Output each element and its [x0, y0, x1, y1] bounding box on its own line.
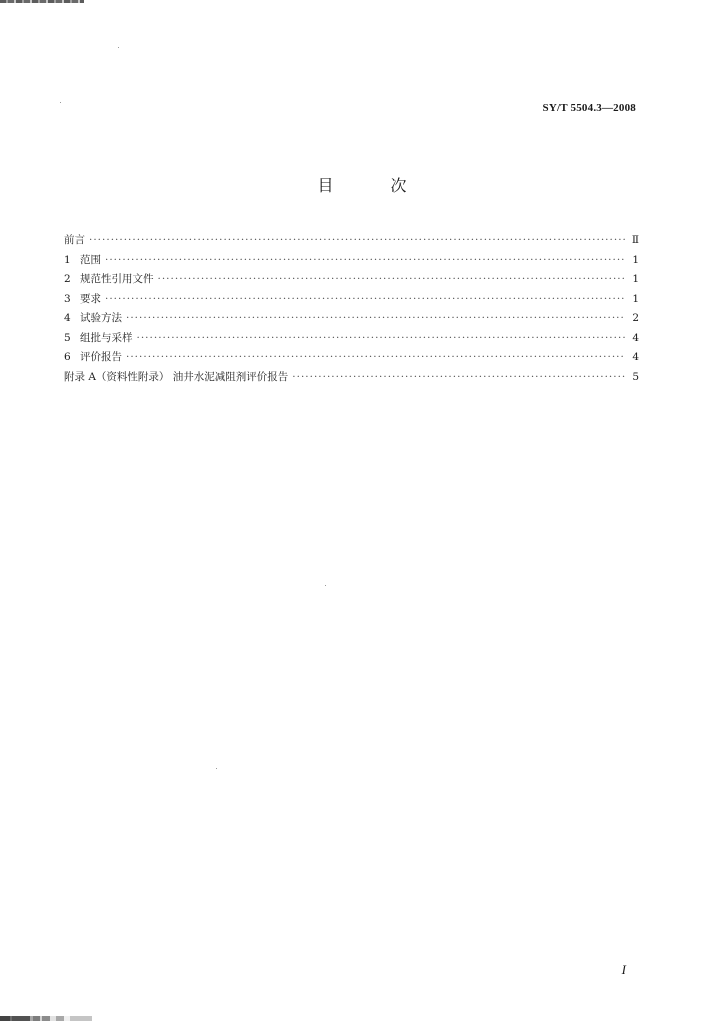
toc-entry-number: 3 [64, 292, 71, 305]
toc-entry-title: 前言 [64, 234, 85, 246]
dot-leader [126, 348, 625, 368]
dot-leader [105, 290, 625, 310]
scan-artifact-top [0, 0, 84, 3]
toc-entry-title: 规范性引用文件 [80, 273, 154, 285]
dot-leader [292, 368, 625, 388]
scan-speck [325, 585, 326, 586]
scan-speck [118, 47, 119, 48]
dot-leader [105, 251, 625, 271]
toc-entry-title: 试验方法 [80, 312, 122, 324]
document-code: SY/T 5504.3—2008 [542, 102, 636, 114]
toc-entry-title: 组批与采样 [80, 331, 133, 344]
toc-entry-page: 1 [632, 273, 639, 285]
toc-entry-page: 4 [632, 351, 639, 363]
dot-leader [137, 329, 626, 349]
toc-title: 目 次 [317, 176, 433, 195]
toc-entry[interactable] [64, 309, 639, 329]
toc-entry-page: 1 [632, 253, 639, 266]
toc-entry-title: 范围 [80, 253, 101, 266]
toc-entry-number: 2 [64, 273, 71, 285]
toc-entry-title: 要求 [80, 292, 101, 305]
toc-entry-title: 评价报告 [80, 351, 122, 363]
toc-entry[interactable] [64, 251, 639, 271]
dot-leader [126, 309, 625, 329]
toc-entry-number: 4 [64, 312, 71, 324]
toc-entry-page: 4 [632, 331, 639, 344]
scan-artifact-bottom [0, 1016, 92, 1021]
scan-speck [60, 102, 61, 103]
toc-entry-page: Ⅱ [631, 234, 639, 246]
toc-entry-title: 附录 A（资料性附录） 油井水泥减阻剂评价报告 [64, 370, 289, 383]
scan-speck [216, 768, 217, 769]
toc-entry-page: 2 [632, 312, 639, 324]
dot-leader [158, 270, 626, 290]
toc-entry[interactable] [64, 231, 639, 251]
toc-entry[interactable] [64, 368, 639, 388]
toc-entry-page: 1 [632, 292, 639, 305]
toc-entry[interactable] [64, 270, 639, 290]
toc-entry-number: 6 [64, 351, 71, 363]
toc-entry[interactable] [64, 329, 639, 349]
toc-entry[interactable] [64, 348, 639, 368]
page-number: I [621, 962, 626, 977]
dot-leader [89, 231, 625, 251]
toc-entry[interactable] [64, 290, 639, 310]
toc-entry-number: 1 [64, 253, 71, 266]
toc-list [64, 231, 639, 387]
toc-entry-page: 5 [632, 370, 639, 383]
toc-entry-number: 5 [64, 331, 71, 344]
